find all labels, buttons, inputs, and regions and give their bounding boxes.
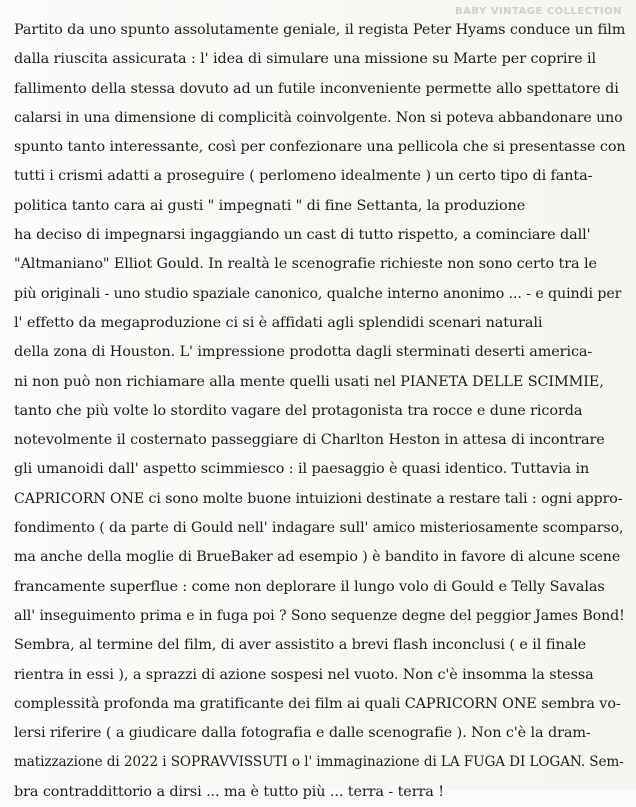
text-line: rientra in essi ), a sprazzi di azione sospesi nel vuoto. Non c'è insomma la stessa [14,666,594,683]
text-line: notevolmente il costernato passeggiare di Charlton Heston in attesa di incontrare [14,432,605,449]
text-line: spunto tanto interessante, così per confezionare una pellicola che si presentasse con [14,139,626,156]
text-line: calarsi in una dimensione di complicità coinvolgente. Non si poteva abbandonare uno [14,109,623,126]
text-line: fondimento ( da parte di Gould nell' indagare sull' amico misteriosamente scomparso, [14,520,624,537]
text-line: ma anche della moglie di BrueBaker ad esempio ) è bandito in favore di alcune scene [14,549,621,566]
text-line: Partito da uno spunto assolutamente geniale, il regista Peter Hyams conduce un film [14,22,626,38]
text-line: francamente superflue : come non deplorare il lungo volo di Gould e Telly Savalas [14,578,605,595]
handwritten-text-block [14,16,626,807]
text-line: gli umanoidi dall' aspetto scimmiesco : il paesaggio è quasi identico. Tuttavia in [14,461,590,478]
text-line: l' effetto da megaproduzione ci si è affidati agli splendidi scenari naturali [14,314,543,331]
text-line: ha deciso di impegnarsi ingaggiando un cast di tutto rispetto, a cominciare dall' [14,227,591,244]
text-line: CAPRICORN ONE ci sono molte buone intuizioni destinate a restare tali : ogni appro- [14,490,623,507]
text-line: Sembra, al termine del film, di aver assistito a brevi flash inconclusi ( e il finale [14,637,587,654]
text-line: "Altmaniano" Elliot Gould. In realtà le scenografie richieste non sono certo tra le [14,256,597,273]
watermark: BABY VINTAGE COLLECTION [455,6,622,17]
text-line: dalla riuscita assicurata : l' idea di simulare una missione su Marte per coprire il [14,51,597,68]
text-line: matizzazione di 2022 i SOPRAVVISSUTI o l' immaginazione di LA FUGA DI LOGAN. Sem- [14,754,624,771]
text-line: tanto che più volte lo stordito vagare del protagonista tra rocce e dune ricorda [14,402,583,419]
text-line: bra contraddittorio a dirsi ... ma è tutto più ... terra - terra ! [14,783,444,800]
text-line: politica tanto cara ai gusti " impegnati " di fine Settanta, la produzione [14,197,526,214]
text-line: della zona di Houston. L' impressione prodotta dagli sterminati deserti america- [14,344,593,361]
text-line: complessità profonda ma gratificante dei film ai quali CAPRICORN ONE sembra vo- [14,695,621,712]
text-line: tutti i crismi adatti a proseguire ( perlomeno idealmente ) un certo tipo di fanta- [14,168,593,185]
text-line: lersi riferire ( a giudicare dalla fotografia e dalle scenografie ). Non c'è la dram- [14,725,591,742]
text-line: fallimento della stessa dovuto ad un futile inconveniente permette allo spettatore di [14,80,619,97]
text-line: all' inseguimento prima e in fuga poi ? Sono sequenze degne del peggior James Bond! [14,607,625,624]
text-line: ni non può non richiamare alla mente quelli usati nel PIANETA DELLE SCIMMIE, [14,373,604,390]
text-line: più originali - uno studio spaziale canonico, qualche interno anonimo ... - e quindi per [14,285,622,302]
